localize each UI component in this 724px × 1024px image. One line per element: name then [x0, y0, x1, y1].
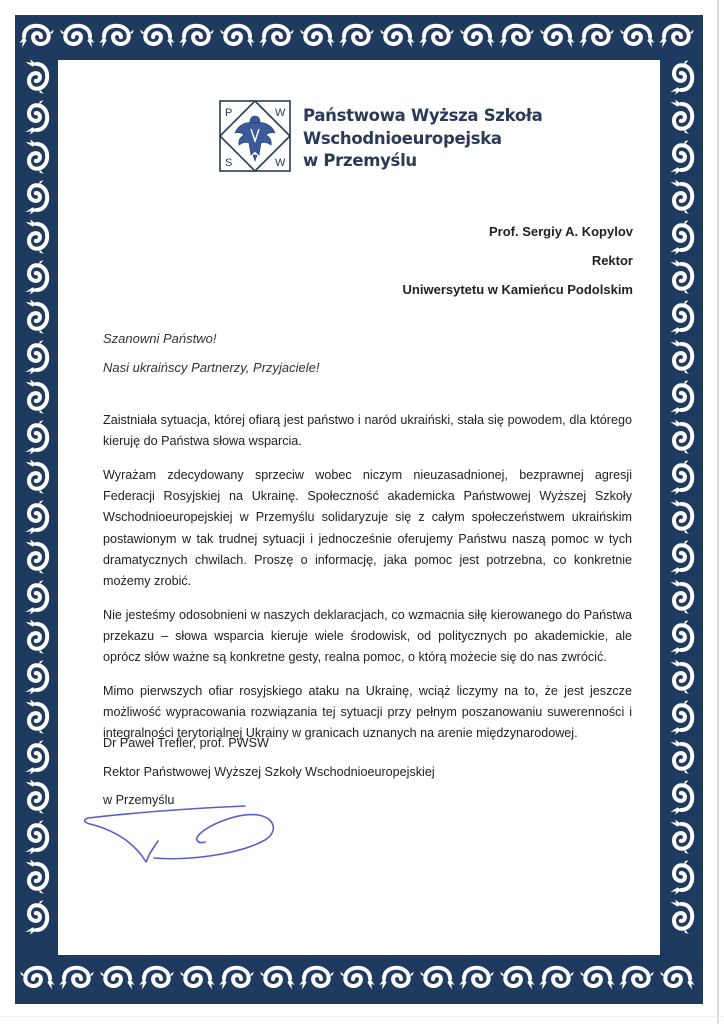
sender-title: Rektor Państwowej Wyższej Szkoły Wschodnioeuropejskiej [103, 764, 435, 779]
scroll-motif [25, 779, 47, 817]
scroll-motif [25, 59, 47, 97]
logo-letter-w-bottom: W [275, 157, 286, 169]
scroll-motif [670, 819, 692, 857]
school-name-line-3: w Przemyślu [303, 151, 417, 170]
sender-name: Dr Paweł Trefler, prof. PWSW [103, 736, 269, 750]
scroll-motif [339, 26, 377, 48]
recipient-block [403, 222, 633, 309]
scroll-motif [99, 26, 137, 48]
school-name-line-1: Państwowa Wyższa Szkoła [303, 106, 543, 125]
scroll-motif [25, 139, 47, 177]
scroll-motif [137, 26, 175, 48]
scroll-motif [670, 697, 692, 735]
scroll-motif [25, 497, 47, 535]
scroll-motif [25, 817, 47, 855]
scroll-motif [25, 177, 47, 215]
scroll-motif [25, 859, 47, 897]
scroll-motif [670, 457, 692, 495]
scroll-motif [617, 26, 655, 48]
body-paragraph: Zaistniała sytuacja, której ofiarą jest państwo i naród ukraiński, stała się powodem, dla którego kieruję do Państwa słowa wsparcia. [103, 413, 632, 449]
scroll-motif [537, 26, 575, 48]
recipient-name: Prof. Sergiy A. Kopylov [489, 224, 633, 239]
scroll-motif [299, 968, 337, 990]
scroll-motif [499, 26, 537, 48]
body-paragraph: Mimo pierwszych ofiar rosyjskiego ataku na Ukrainę, wciąż liczymy na to, że jest jeszcze możliwość wypracowania rozwiązania tej sytuacji przy pełnym poszanowaniu suwerenności i integralności terytorialnej Ukrainy w granicach uznanych na arenie międzynarodowej. [103, 683, 632, 741]
scroll-motif [670, 179, 692, 217]
scroll-motif [619, 968, 657, 990]
sender-location: w Przemyślu [103, 793, 175, 807]
logo-letter-w-top: W [275, 107, 286, 119]
scroll-motif [670, 339, 692, 377]
scroll-motif [25, 897, 47, 935]
scroll-motif [670, 377, 692, 415]
scroll-motif [19, 26, 57, 48]
scroll-motif [497, 968, 535, 990]
scroll-motif [59, 968, 97, 990]
scroll-motif [257, 968, 295, 990]
scroll-motif [670, 297, 692, 335]
scroll-motif [539, 968, 577, 990]
scroll-motif [25, 379, 47, 417]
scroll-motif [670, 57, 692, 95]
scroll-motif [670, 137, 692, 175]
scroll-motif [670, 899, 692, 937]
scan-bottom-line [0, 1016, 724, 1017]
scroll-motif [670, 777, 692, 815]
scroll-motif [670, 739, 692, 777]
scroll-motif [25, 539, 47, 577]
scroll-motif [25, 577, 47, 615]
scroll-motif [25, 737, 47, 775]
salutation [103, 329, 320, 387]
scroll-motif [579, 26, 617, 48]
letter-body [103, 410, 632, 757]
recipient-title: Rektor [591, 253, 633, 268]
scroll-motif [17, 968, 55, 990]
scroll-motif [177, 968, 215, 990]
scroll-motif [297, 26, 335, 48]
scroll-motif [457, 26, 495, 48]
scroll-motif [419, 26, 457, 48]
scroll-motif [259, 26, 297, 48]
body-paragraph: Wyrażam zdecydowany sprzeciw wobec niczym nieuzasadnionej, bezprawnej agresji Federacji Rosyjskiej na Ukrainę. Społeczność akademicka Państwowej Wyższej Szkoły Wschodnioeuropejskiej w Przemyślu solidaryzuje się z całym społeczeństwem ukraińskim postawionym w tak trudnej sytuacji i jednocześnie oferujemy Państwu naszą pomoc w tych dramatycznych chwilach. Proszę o informację, jaka pomoc jest potrzebna, co konkretnie możemy zrobić. [103, 467, 632, 588]
scroll-motif [670, 579, 692, 617]
scroll-motif [459, 968, 497, 990]
logo-letter-p: P [225, 107, 233, 119]
scroll-motif [25, 619, 47, 657]
school-name [303, 105, 543, 173]
scroll-motif [577, 968, 615, 990]
handwritten-signature-icon [80, 798, 320, 873]
scroll-motif [97, 968, 135, 990]
logo-letter-s: S [225, 157, 233, 169]
scroll-motif [337, 968, 375, 990]
scroll-motif [670, 499, 692, 537]
scroll-motif [25, 337, 47, 375]
scroll-motif [657, 968, 695, 990]
scroll-motif [670, 857, 692, 895]
scroll-motif [25, 657, 47, 695]
school-logo [218, 99, 292, 173]
scroll-motif [659, 26, 697, 48]
scroll-motif [25, 299, 47, 337]
recipient-institution: Uniwersytetu w Kamieńcu Podolskim [402, 282, 633, 297]
scroll-motif [670, 217, 692, 255]
scroll-motif [25, 97, 47, 135]
scroll-motif [670, 259, 692, 297]
scroll-motif [670, 99, 692, 137]
salutation-line-2: Nasi ukraińscy Partnerzy, Przyjaciele! [103, 360, 320, 375]
scroll-motif [179, 26, 217, 48]
salutation-line-1: Szanowni Państwo! [103, 331, 217, 346]
scroll-motif [670, 537, 692, 575]
scroll-motif [139, 968, 177, 990]
scroll-motif [379, 968, 417, 990]
scroll-motif [25, 257, 47, 295]
scroll-motif [25, 219, 47, 257]
scroll-motif [57, 26, 95, 48]
scroll-motif [25, 417, 47, 455]
scan-edge-line [717, 0, 719, 1024]
scroll-motif [670, 659, 692, 697]
scroll-motif [219, 968, 257, 990]
scroll-motif [25, 459, 47, 497]
scroll-motif [670, 617, 692, 655]
body-paragraph: Nie jesteśmy odosobnieni w naszych deklaracjach, co wzmacnia siłę kierowanego do Państwa przekazu – słowa wsparcia kieruje wiele środowisk, od politycznych po akademickie, ale oprócz słów ważne są konkretne gesty, realna pomoc, o którą możecie się do nas zwrócić. [103, 607, 632, 665]
scroll-motif [25, 699, 47, 737]
scroll-motif [417, 968, 455, 990]
school-name-line-2: Wschodnioeuropejska [303, 128, 502, 148]
scroll-motif [217, 26, 255, 48]
scroll-motif [670, 419, 692, 457]
scroll-motif [377, 26, 415, 48]
